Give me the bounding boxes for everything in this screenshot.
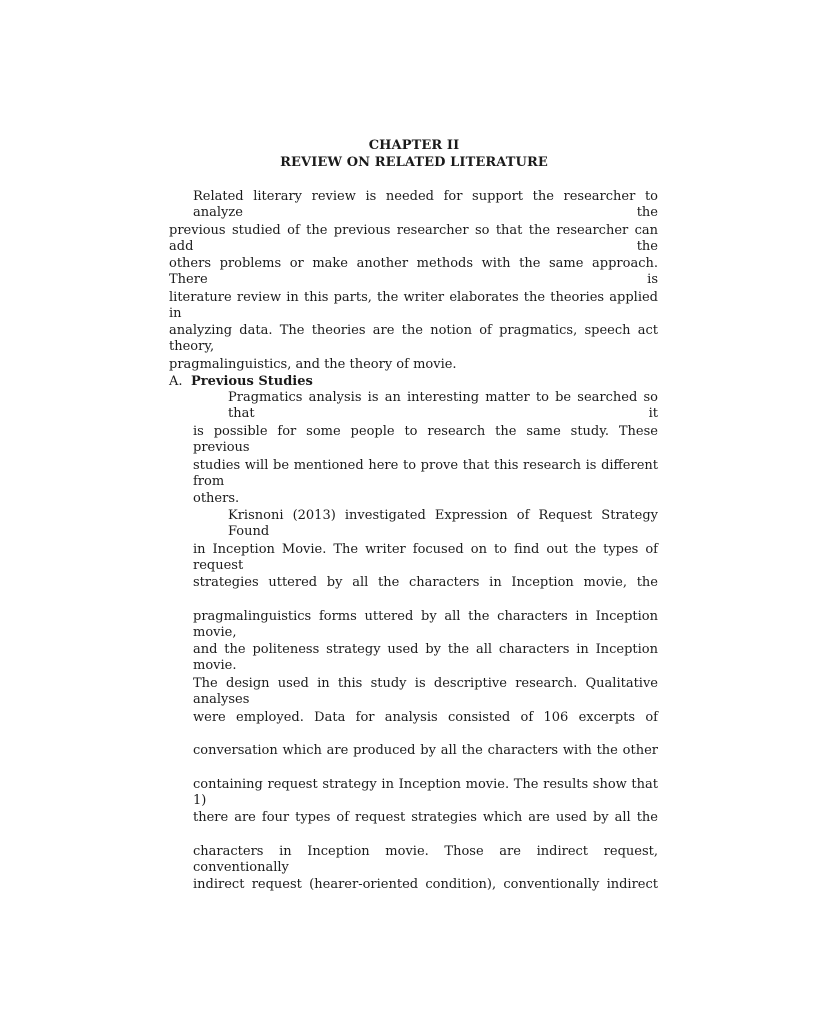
intro-line: others problems or make another methods with the same approach. There is xyxy=(169,256,658,287)
para2-line: conversation which are produced by all the characters with the other xyxy=(193,743,658,758)
para2-line: pragmalinguistics forms uttered by all the characters in Inception movie, xyxy=(193,609,658,640)
para2-line: characters in Inception movie. Those are indirect request, conventionally xyxy=(193,844,658,875)
intro-line: Related literary review is needed for support the researcher to analyze the xyxy=(193,189,658,220)
para2-line: were employed. Data for analysis consisted of 106 excerpts of xyxy=(193,710,658,725)
chapter-number: CHAPTER II xyxy=(368,138,460,153)
section-heading xyxy=(169,374,313,390)
section-title: Previous Studies xyxy=(191,374,313,389)
para1-line: others. xyxy=(193,491,240,506)
para2-line: containing request strategy in Inception movie. The results show that 1) xyxy=(193,777,658,808)
para2-line: and the politeness strategy used by the all characters in Inception movie. xyxy=(193,642,658,673)
intro-line: analyzing data. The theories are the notion of pragmatics, speech act theory, xyxy=(169,323,658,354)
para1-line: Pragmatics analysis is an interesting matter to be searched so that it xyxy=(228,390,658,421)
para1-line: studies will be mentioned here to prove that this research is different from xyxy=(193,458,658,489)
para2-line: in Inception Movie. The writer focused on to find out the types of request xyxy=(193,542,658,573)
intro-line: previous studied of the previous researcher so that the researcher can add the xyxy=(169,223,658,254)
section-marker: A. xyxy=(169,374,183,389)
intro-line: literature review in this parts, the writer elaborates the theories applied in xyxy=(169,290,658,321)
para2-line: there are four types of request strategies which are used by all the xyxy=(193,810,658,825)
intro-line: pragmalinguistics, and the theory of movie. xyxy=(169,357,457,372)
para2-line: Krisnoni (2013) investigated Expression of Request Strategy Found xyxy=(228,508,658,539)
para2-line: strategies uttered by all the characters in Inception movie, the xyxy=(193,575,658,590)
para2-line: The design used in this study is descriptive research. Qualitative analyses xyxy=(193,676,658,707)
chapter-title: REVIEW ON RELATED LITERATURE xyxy=(280,155,548,170)
para2-line: indirect request (hearer-oriented condition), conventionally indirect xyxy=(193,877,658,892)
para1-line: is possible for some people to research the same study. These previous xyxy=(193,424,658,455)
